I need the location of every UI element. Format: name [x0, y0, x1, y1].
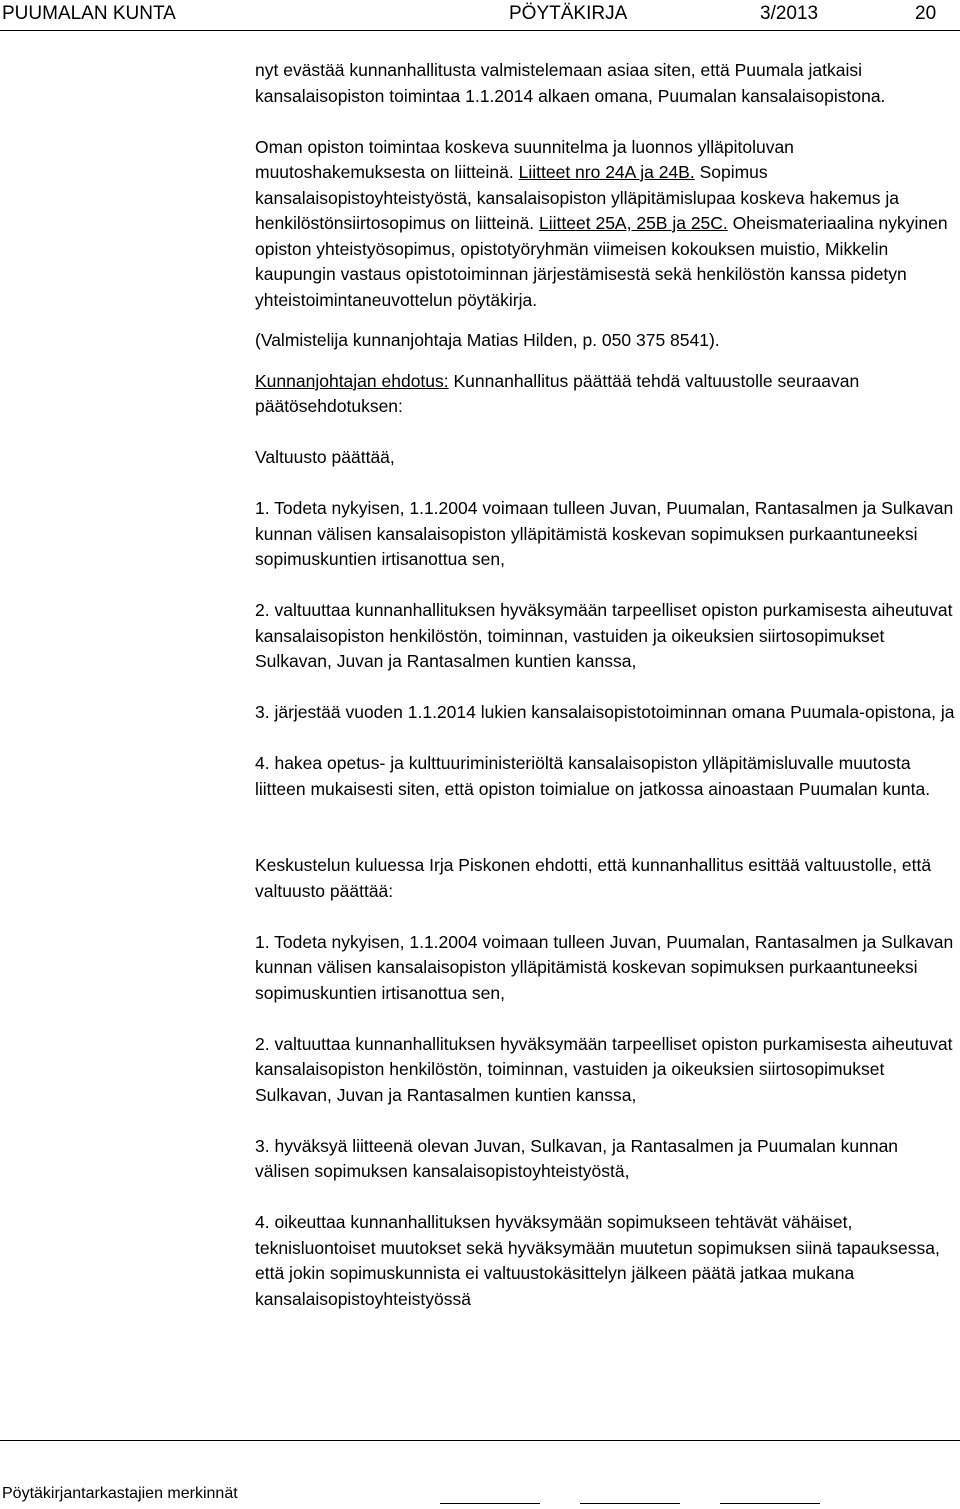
paragraph-discussion: Keskustelun kuluessa Irja Piskonen ehdotti, että kunnanhallitus esittää valtuustolle, että valtuusto päättää:: [255, 855, 932, 901]
attachment-reference-24: Liitteet nro 24A ja 24B.: [518, 162, 695, 182]
attachments-text-b: Sopimus kansalaisopistoyhteistyöstä, kansalaisopiston ylläpitämislupaa koskeva hakemus ja henkilöstönsiirtosopimus on liitteinä.: [255, 162, 899, 233]
footer-divider: [0, 1440, 960, 1441]
decision-item-1: 1. Todeta nykyisen, 1.1.2004 voimaan tulleen Juvan, Puumalan, Rantasalmen ja Sulkavan kunnan välisen kansalaisopiston ylläpitämistä koskevan sopimuksen purkaantuneeksi sopimuskuntien irtisanottua sen,: [255, 498, 954, 569]
council-decides: Valtuusto päättää,: [255, 447, 395, 467]
alternative-item-1: 1. Todeta nykyisen, 1.1.2004 voimaan tulleen Juvan, Puumalan, Rantasalmen ja Sulkavan kunnan välisen kansalaisopiston ylläpitämistä koskevan sopimuksen purkaantuneeksi sopimuskuntien irtisanottua sen,: [255, 931, 954, 1003]
attachments-text-a: Oman opiston toimintaa koskeva suunnitelma ja luonnos ylläpitoluvan muutoshakemuksesta on liitteinä.: [255, 136, 794, 182]
decision-item-3: 3. järjestää vuoden 1.1.2014 lukien kansalaisopistotoiminnan omana Puumala-opistona, ja: [255, 702, 955, 722]
alternative-item-2: 2. valtuuttaa kunnanhallituksen hyväksymään tarpeelliset opiston purkamisesta aiheutuvat kansalaisopiston henkilöstön, toiminnan, vastuiden ja oikeuksien siirtosopimukset Sulkavan, Juvan ja Rantasalmen kuntien kanssa,: [255, 1033, 953, 1105]
paragraph-attachments: [255, 135, 955, 314]
signature-line-2: [580, 1503, 680, 1504]
attachments-text-c: Oheismateriaalina nykyinen opiston yhteistyösopimus, opistotyöryhmän viimeisen kokouksen muistio, Mikkelin kaupungin vastaus opistotoiminnan järjestämisestä sekä henkilöstön kanssa pidetyn yhteistoimintaneuvottelun pöytäkirja.: [255, 213, 948, 310]
attachment-reference-25: Liitteet 25A, 25B ja 25C.: [539, 213, 728, 233]
proposal-text: Kunnanhallitus päättää tehdä valtuustolle seuraavan päätösehdotuksen:: [255, 370, 860, 416]
paragraph-preparer: (Valmistelija kunnanjohtaja Matias Hilden, p. 050 375 8541).: [255, 330, 720, 350]
header-document-type: PÖYTÄKIRJA: [509, 3, 628, 24]
signature-line-1: [440, 1503, 540, 1504]
paragraph-proposal: [255, 369, 955, 420]
page-header: [0, 0, 960, 28]
signature-line-3: [720, 1503, 820, 1504]
header-divider: [0, 30, 960, 31]
document-body: [255, 58, 955, 1312]
decision-item-4: 4. hakea opetus- ja kulttuuriministeriöltä kansalaisopiston ylläpitämisluvalle muutosta liitteen mukaisesti siten, että opiston toimialue on jatkossa ainoastaan Puumalan kunta.: [255, 753, 931, 799]
footer-reviewers-label: Pöytäkirjantarkastajien merkinnät: [2, 1485, 238, 1502]
alternative-item-4: 4. oikeuttaa kunnanhallituksen hyväksymään sopimukseen tehtävät vähäiset, teknisluontoiset muutokset sekä hyväksymään muutetun sopimuksen siinä tapauksessa, että jokin sopimuskunnista ei valtuustokäsittelyn jälkeen päätä jatkaa mukana kansalaisopistoyhteistyössä: [255, 1212, 940, 1309]
header-organization: PUUMALAN KUNTA: [2, 3, 176, 24]
header-document-number: 3/2013: [760, 3, 819, 24]
decision-item-2: 2. valtuuttaa kunnanhallituksen hyväksymään tarpeelliset opiston purkamisesta aiheutuvat kansalaisopiston henkilöstön, toiminnan, vastuiden ja oikeuksien siirtosopimukset Sulkavan, Juvan ja Rantasalmen kuntien kanssa,: [255, 600, 953, 671]
alternative-item-3: 3. hyväksyä liitteenä olevan Juvan, Sulkavan, ja Rantasalmen ja Puumalan kunnan välisen sopimuksen kansalaisopistoyhteistyöstä,: [255, 1135, 899, 1181]
header-page-number: 20: [915, 3, 937, 24]
proposal-label: Kunnanjohtajan ehdotus:: [255, 370, 449, 391]
paragraph-intro: nyt evästää kunnanhallitusta valmistelemaan asiaa siten, että Puumala jatkaisi kansalaisopiston toimintaa 1.1.2014 alkaen omana, Puumalan kansalaisopistona.: [255, 60, 886, 106]
